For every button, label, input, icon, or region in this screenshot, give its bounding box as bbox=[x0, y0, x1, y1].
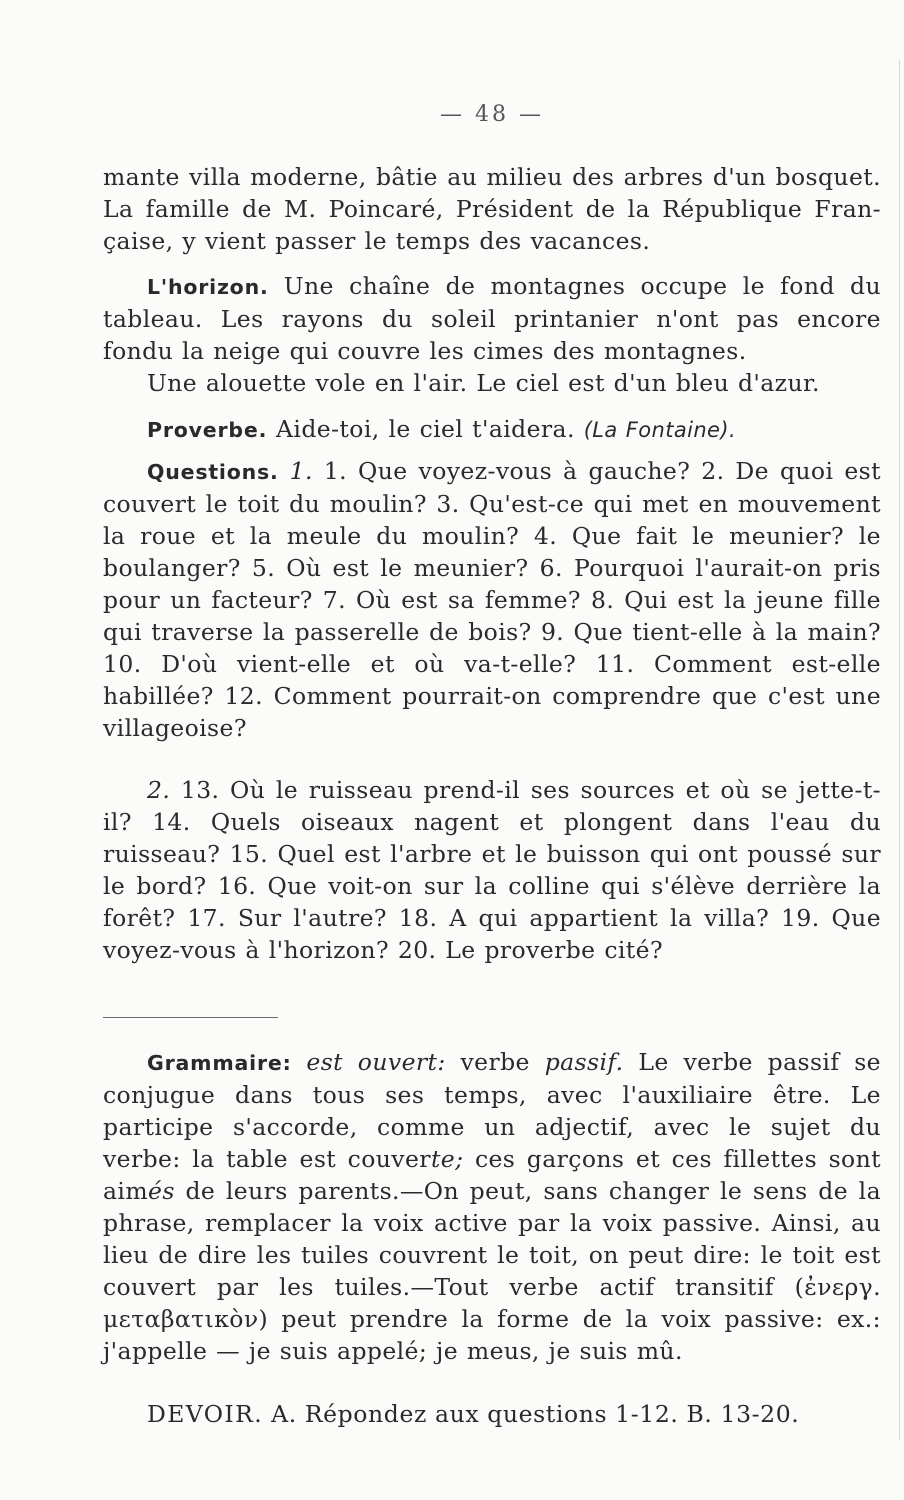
questions-part-2-text bbox=[103, 774, 881, 966]
grammaire-label: Grammaire: bbox=[147, 1051, 292, 1075]
intro-line-3: çaise, y vient passer le temps des vacances. bbox=[103, 227, 651, 255]
grammaire-ending-te: te; bbox=[430, 1145, 464, 1173]
questions-part-2-marker: 2. bbox=[147, 776, 171, 804]
page-number: — 48 — bbox=[440, 102, 544, 127]
devoir-text: A. Répondez aux questions 1-12. B. 13-20. bbox=[271, 1400, 800, 1428]
questions-part-1 bbox=[103, 455, 881, 744]
grammaire-ending-es: és bbox=[148, 1177, 175, 1205]
horizon-text-block bbox=[103, 270, 881, 367]
proverbe-source: (La Fontaine). bbox=[583, 418, 737, 442]
alouette-sentence: Une alouette vole en l'air. Le ciel est d'un bleu d'azur. bbox=[147, 369, 820, 397]
questions-part-2-body: 13. Où le ruisseau prend-il ses sources et où se jette-t-il? 14. Quels oiseaux nagent et plongent dans l'eau du ruisseau? 15. Quel est l'arbre et le buisson qui ont poussé sur le bord? 16. Que voit-on sur la colline qui s'élève derrière la forêt? 17. Sur l'autre? 18. A qui appartient la villa? 19. Que voyez-vous à l'horizon? 20. Le proverbe cité? bbox=[103, 776, 882, 964]
grammaire-verbe-word: verbe bbox=[460, 1048, 530, 1076]
section-divider bbox=[103, 1017, 278, 1018]
book-page bbox=[103, 0, 881, 1500]
horizon-label: L'horizon. bbox=[147, 275, 269, 299]
intro-line-1: mante villa moderne, bâtie au milieu des arbres d'un bosquet. bbox=[103, 163, 881, 191]
devoir-label: DEVOIR. bbox=[147, 1400, 264, 1428]
intro-paragraph bbox=[103, 161, 881, 257]
grammaire-passif-word: passif. bbox=[544, 1048, 624, 1076]
horizon-text: Une chaîne de montagnes occupe le fond du tableau. Les rayons du soleil printanier n'ont pas encore fondu la neige qui couvre les cimes des montagnes. bbox=[103, 272, 881, 365]
intro-line-2: La famille de M. Poincaré, Président de la République Fran- bbox=[103, 195, 881, 223]
grammaire-body-1: Le verbe passif se conjugue dans tous ses temps, avec l'auxiliaire être. Le participe s'accorde, comme un adjectif, avec le sujet du verbe: la table est couver bbox=[103, 1048, 881, 1173]
questions-part-1-marker: 1. bbox=[289, 457, 313, 485]
questions-part-2 bbox=[103, 774, 881, 966]
page-edge-line bbox=[899, 60, 900, 1440]
questions-part-1-text bbox=[103, 455, 881, 744]
grammaire-paragraph bbox=[103, 1046, 881, 1367]
questions-label: Questions. bbox=[147, 460, 279, 484]
proverbe-text: Aide-toi, le ciel t'aidera. bbox=[276, 415, 575, 443]
grammaire-body-2: ces garçons et ces fillettes sont aim bbox=[103, 1145, 881, 1205]
devoir-line bbox=[147, 1398, 881, 1430]
questions-part-1-body: 1. Que voyez-vous à gauche? 2. De quoi est couvert le toit du moulin? 3. Qu'est-ce qui met en mouvement la roue et la meule du moulin? 4. Que fait le meunier? le boulanger? 5. Où est le meunier? 6. Pourquoi l'aurait-on pris pour un facteur? 7. Où est sa femme? 8. Qui est la jeune fille qui traverse la passerelle de bois? 9. Que tient-elle à la main? 10. D'où vient-elle et où va-t-elle? 11. Comment est-elle habillée? 12. Comment pourrait-on comprendre que c'est une villageoise? bbox=[103, 457, 881, 742]
grammaire-text bbox=[103, 1046, 881, 1367]
proverbe-paragraph bbox=[103, 413, 881, 446]
grammaire-body-3: de leurs parents.—On peut, sans changer le sens de la phrase, remplacer la voix active par la voix passive. Ainsi, au lieu de dire les tuiles couvrent le toit, on peut dire: le toit est couvert par les tuiles.—Tout verbe actif transitif (ἐνεργ. μεταβατικὸν) peut prendre la forme de la voix passive: ex.: j'appelle — je suis appelé; je meus, je suis mû. bbox=[103, 1177, 881, 1365]
proverbe-line bbox=[103, 413, 881, 446]
horizon-paragraph bbox=[103, 270, 881, 399]
proverbe-label: Proverbe. bbox=[147, 418, 268, 442]
grammaire-example: est ouvert: bbox=[306, 1048, 446, 1076]
